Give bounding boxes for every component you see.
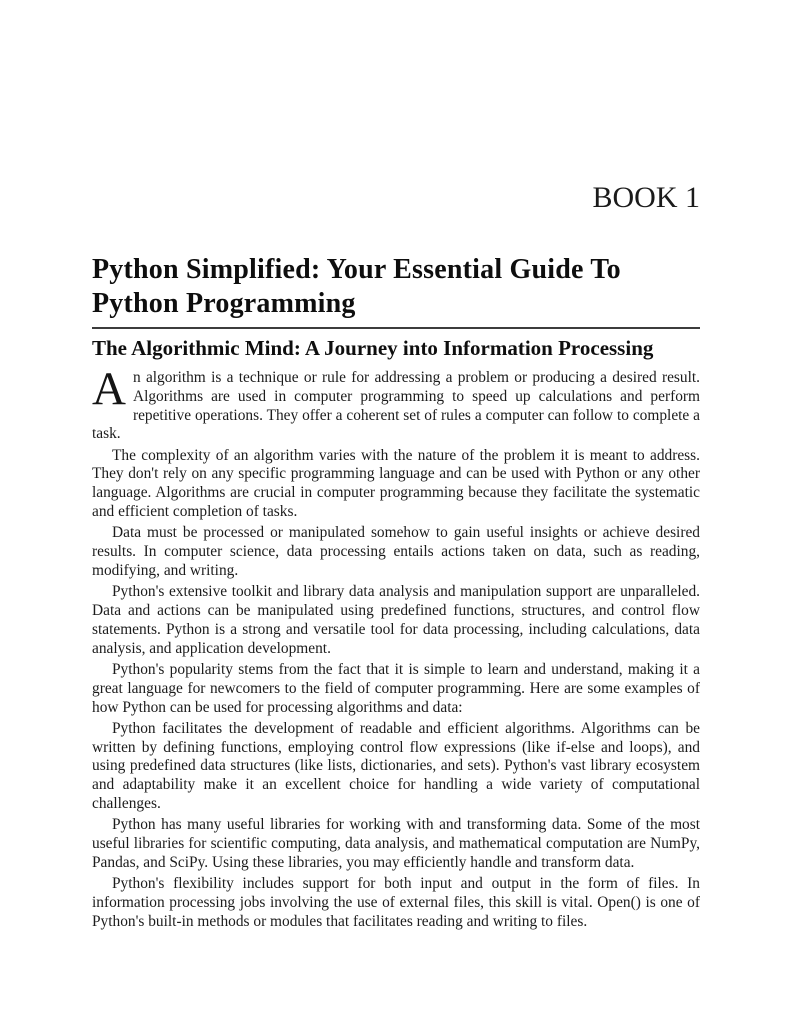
body-text (92, 363, 700, 932)
title-divider-rule (92, 327, 700, 329)
paragraph: The complexity of an algorithm varies with the nature of the problem it is meant to address. They don't rely on any specific programming language and can be used with Python or any other language. Algorithms are crucial in computer programming because they facilitate the systematic and efficient completion of tasks. (92, 446, 700, 521)
paragraph: Python's popularity stems from the fact that it is simple to learn and understand, making it a great language for newcomers to the field of computer programming. Here are some examples of how Python can be used for processing algorithms and data: (92, 660, 700, 716)
book-title: Python Simplified: Your Essential Guide To Python Programming (92, 254, 621, 319)
paragraph-text: n algorithm is a technique or rule for addressing a problem or producing a desired result. Algorithms are used in computer programming to speed up calculations and perform repetitive operations. They offer a coherent set of rules a computer can follow to complete a task. (92, 369, 700, 443)
paragraph: Python has many useful libraries for working with and transforming data. Some of the most useful libraries for scientific computing, data analysis, and mathematical computation are NumPy, Pandas, and SciPy. Using these libraries, you may efficiently handle and transform data. (92, 816, 700, 871)
paragraph: Data must be processed or manipulated somehow to gain useful insights or achieve desired results. In computer science, data processing entails actions taken on data, such as reading, modifying, and writing. (92, 524, 700, 579)
paragraph (92, 363, 700, 444)
paragraph: Python facilitates the development of readable and efficient algorithms. Algorithms can be written by defining functions, employing control flow expressions (like if-else and loops), and using predefined data structures (like lists, dictionaries, and sets). Python's vast library ecosystem and adaptability make it an excellent choice for handling a wide variety of computational challenges. (92, 719, 700, 813)
section-heading: The Algorithmic Mind: A Journey into Information Processing (92, 336, 654, 360)
drop-cap: A (92, 363, 126, 415)
paragraph: Python's flexibility includes support for both input and output in the form of files. In information processing jobs involving the use of external files, this skill is vital. Open() is one of Python's built-in methods or modules that facilitates reading and writing to files. (92, 875, 700, 930)
paragraph: Python's extensive toolkit and library data analysis and manipulation support are unparalleled. Data and actions can be manipulated using predefined functions, structures, and control flow statements. Python is a strong and versatile tool for data processing, including calculations, data analysis, and application development. (92, 583, 700, 657)
book-number-label: BOOK 1 (592, 181, 700, 214)
